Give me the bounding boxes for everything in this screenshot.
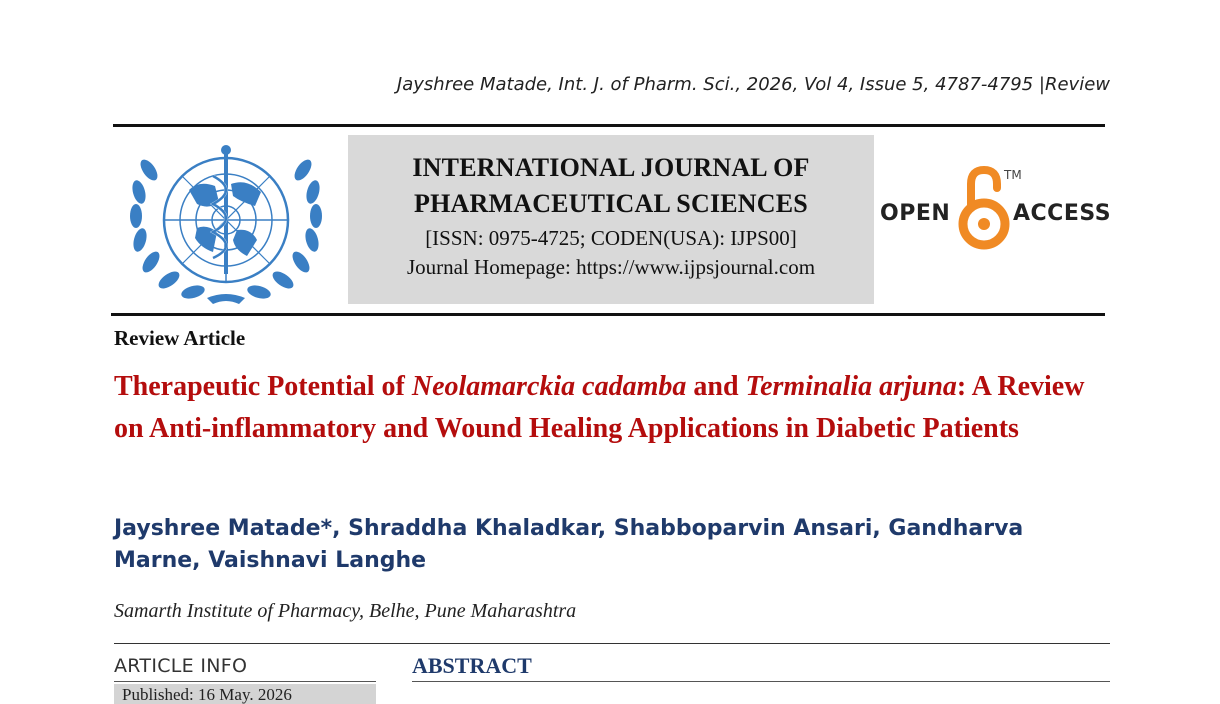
open-access-open-text: OPEN (880, 201, 951, 226)
article-info-rule (114, 681, 376, 682)
published-date: Published: 16 May. 2026 (122, 685, 292, 704)
title-species-2: Terminalia arjuna (745, 371, 957, 402)
affiliation: Samarth Institute of Pharmacy, Belhe, Pune Maharashtra (114, 600, 577, 622)
article-type: Review Article (114, 326, 246, 350)
title-part2: and (686, 371, 746, 402)
abstract-rule (412, 681, 1110, 682)
article-info-box (114, 684, 376, 704)
title-species-1: Neolamarckia cadamba (411, 371, 687, 402)
journal-emblem-icon (127, 140, 325, 305)
title-part3: : A Review on Anti-inflammatory and Wound Healing Applications in Diabetic Patients (114, 371, 1085, 444)
journal-homepage[interactable]: Journal Homepage: https://www.ijpsjournal.com (406, 255, 816, 279)
section-divider (114, 643, 1110, 644)
journal-issn: [ISSN: 0975-4725; CODEN(USA): IJPS00] (425, 226, 797, 250)
trademark-mark: TM (1004, 168, 1022, 182)
running-head: Jayshree Matade, Int. J. of Pharm. Sci., 2026, Vol 4, Issue 5, 4787-4795 |Review (396, 74, 1110, 95)
header-rule-top (113, 124, 1105, 127)
journal-masthead (348, 135, 874, 304)
open-access-logo (880, 166, 1110, 252)
header-rule-bottom (111, 313, 1105, 316)
article-title (114, 366, 1114, 450)
journal-name-line1: INTERNATIONAL JOURNAL OF (412, 153, 810, 182)
title-part1: Therapeutic Potential of (114, 371, 412, 402)
journal-name-line2: PHARMACEUTICAL SCIENCES (414, 189, 808, 218)
open-access-lock-icon (957, 166, 1011, 252)
abstract-heading: ABSTRACT (412, 653, 532, 678)
author-list: Jayshree Matade*, Shraddha Khaladkar, Shabboparvin Ansari, Gandharva Marne, Vaishnavi Langhe (114, 516, 1024, 573)
journal-name (348, 150, 874, 222)
open-access-access-text: ACCESS (1013, 201, 1112, 226)
article-info-heading: ARTICLE INFO (114, 655, 248, 677)
